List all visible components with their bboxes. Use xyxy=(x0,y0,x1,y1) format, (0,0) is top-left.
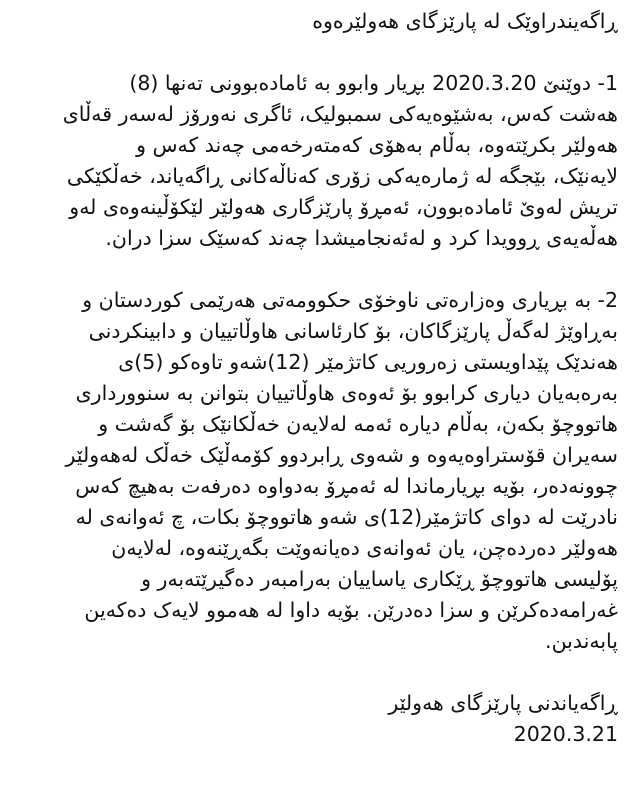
paragraph-gap xyxy=(28,37,618,68)
paragraph-1-line: هەولێر بکرێتەوە، بەڵام بەهۆی کەمتەرخەمی چەند کەس و xyxy=(136,133,618,157)
paragraph-2-line: بەڕاوێژ لەگەڵ پارێزگاکان، بۆ کارئاسانی هاوڵاتییان و دابینکردنی xyxy=(88,319,618,343)
paragraph-gap xyxy=(28,657,618,688)
signature-line: ڕاگەیاندنی پارێزگای هەولێر xyxy=(388,691,618,715)
paragraph-1-line: 1- دوێنێ 2020.3.20 بڕیار وابوو بە ئامادەبوونی تەنها (8) xyxy=(129,71,618,95)
paragraph-gap xyxy=(28,254,618,285)
paragraph-2-line: هەولێر دەردەچن، یان ئەوانەی دەیانەوێت بگەڕێنەوە، لەلایەن xyxy=(111,536,618,560)
paragraph-2-line: پۆلیسی هاتووچۆ ڕێکاری یاساییان بەرامبەر دەگیرێتەبەر و xyxy=(141,567,618,591)
paragraph-1 xyxy=(28,68,618,254)
paragraph-1-line: هەشت کەس، بەشێوەیەکی سمبولیک، ئاگری نەورۆز لەسەر قەڵای xyxy=(62,102,618,126)
paragraph-2-line: هاتووچۆ بکەن، بەڵام دیارە ئەمە لەلایەن خەڵکانێک بۆ گەشت و xyxy=(98,412,618,436)
paragraph-2-line: سەیران قۆستراوەیەوە و شەوی ڕابردوو کۆمەڵێک خەڵک لەهەولێر xyxy=(65,443,618,467)
heading-line: ڕاگەیندراوێک لە پارێزگای هەولێرەوە xyxy=(312,9,618,33)
paragraph-2-line: پابەندبن. xyxy=(545,629,618,653)
document-heading xyxy=(28,6,618,37)
paragraph-2-line: بەرەبەیان دیاری کرابوو بۆ ئەوەی هاوڵاتییان بتوانن بە سنوورداری xyxy=(75,381,618,405)
paragraph-1-line: لایەنێک، بێجگە لە ژمارەیەکی زۆری کەناڵەکانی ڕاگەیاند، خەڵکێکی xyxy=(66,164,618,188)
paragraph-2-line: هەندێک پێداویستی زەروریی کاتژمێر (12)شەو تاوەکو (5)ی xyxy=(118,350,618,374)
paragraph-2-line: غەرامەدەکرێن و سزا دەدرێن. بۆیە داوا لە هەموو لایەک دەکەین xyxy=(84,598,618,622)
signature-block xyxy=(28,688,618,750)
paragraph-2-line: چوونەدەر، بۆیە بڕیارماندا لە ئەمڕۆ بەدواوە دەرفەت بەهیچ کەس xyxy=(75,474,618,498)
paragraph-1-line: تریش لەوێ ئامادەبوون، ئەمڕۆ پارێزگاری هەولێر لێکۆڵینەوەی لەو xyxy=(69,195,618,219)
paragraph-2 xyxy=(28,285,618,657)
paragraph-1-line: هەڵەیەی ڕوویدا کرد و لەئەنجامیشدا چەند کەسێک سزا دران. xyxy=(105,226,618,250)
document-date: 2020.3.21 xyxy=(513,722,618,746)
paragraph-2-line: 2- بە بڕیاری وەزارەتی ناوخۆی حکوومەتی هەرێمی کوردستان و xyxy=(82,288,618,312)
paragraph-2-line: نادرێت لە دوای کاتژمێر(12)ی شەو هاتووچۆ بکات، چ ئەوانەی لە xyxy=(75,505,618,529)
